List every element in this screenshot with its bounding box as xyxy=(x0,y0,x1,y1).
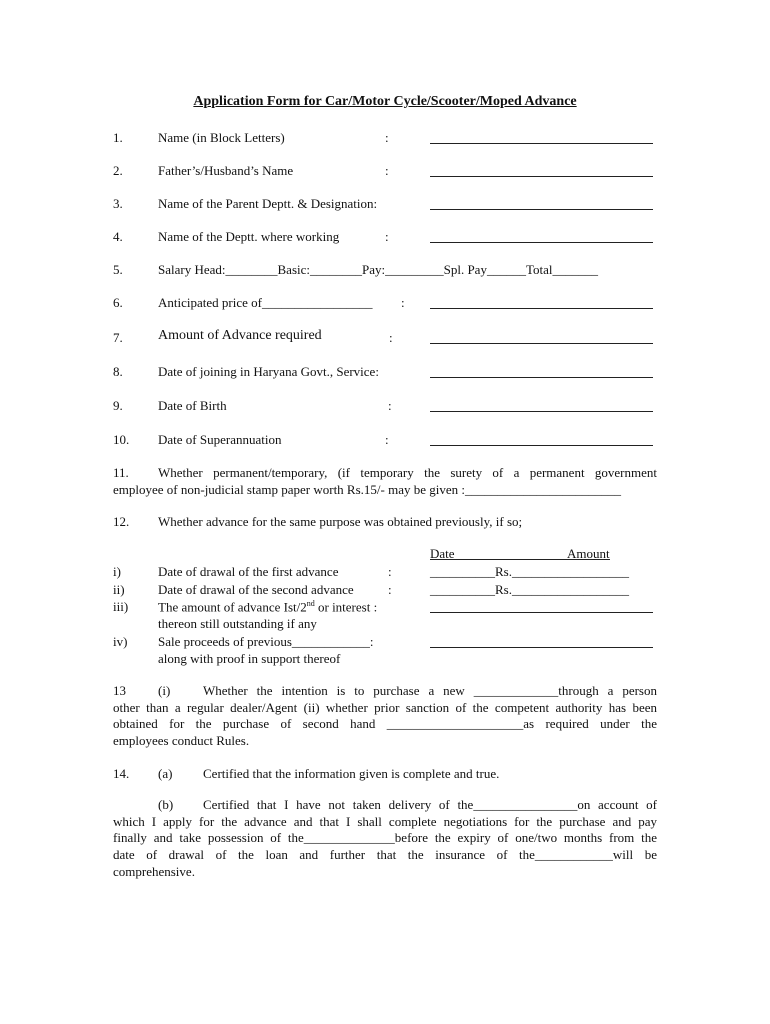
sub-item-number: i) xyxy=(113,564,121,579)
sub-item-number: iii) xyxy=(113,599,129,614)
item-number: 3. xyxy=(113,196,123,211)
item-number: 6. xyxy=(113,295,123,310)
field-label-date-birth: Date of Birth xyxy=(158,398,227,413)
item-number: 8. xyxy=(113,364,123,379)
field-label-date-joining: Date of joining in Haryana Govt., Service: xyxy=(158,364,379,379)
field-label-deptt-working: Name of the Deptt. where working xyxy=(158,229,340,244)
salary-line[interactable]: Salary Head:________Basic:________Pay:_________Spl. Pay______Total_______ xyxy=(158,262,598,277)
item-number: 12. xyxy=(113,514,130,529)
label-text: or interest : xyxy=(314,599,378,615)
sale-proceeds-label[interactable]: Sale proceeds of previous____________: xyxy=(158,634,374,649)
outstanding-advance-field[interactable] xyxy=(430,601,653,613)
date-birth-field[interactable] xyxy=(430,400,653,412)
item13-line3[interactable]: obtained for the purchase of second hand _____________________as required under the xyxy=(113,716,657,731)
superscript: nd xyxy=(306,599,315,608)
field-label-date-superannuation: Date of Superannuation xyxy=(158,432,282,447)
father-name-field[interactable] xyxy=(430,165,653,177)
colon: : xyxy=(388,398,392,413)
sub-item-number: ii) xyxy=(113,582,125,597)
outstanding-advance-label xyxy=(158,599,377,615)
advance-amount-field[interactable] xyxy=(430,332,653,344)
outstanding-advance-label-cont: thereon still outstanding if any xyxy=(158,616,317,631)
field-label-advance-amount: Amount of Advance required xyxy=(158,328,322,343)
item11-line1: Whether permanent/temporary, (if temporary the surety of a permanent government xyxy=(158,465,657,480)
colon: : xyxy=(388,564,392,579)
item-number: 1. xyxy=(113,130,123,145)
first-advance-label: Date of drawal of the first advance xyxy=(158,564,339,579)
item14-b: (b) xyxy=(158,797,174,812)
item13-line4: employees conduct Rules. xyxy=(113,733,250,748)
colon: : xyxy=(385,130,389,145)
date-superannuation-field[interactable] xyxy=(430,434,653,446)
item13-sub: (i) xyxy=(158,683,171,698)
item11-line2[interactable]: employee of non-judicial stamp paper worth Rs.15/- may be given :________________________ xyxy=(113,482,621,497)
field-label-anticipated-price: Anticipated price of_________________ xyxy=(158,295,373,310)
colon: : xyxy=(389,330,393,345)
item-number: 7. xyxy=(113,330,123,345)
item14-b-line5: comprehensive. xyxy=(113,864,195,879)
item-number: 13 xyxy=(113,683,126,698)
colon: : xyxy=(385,432,389,447)
field-label-parent-deptt: Name of the Parent Deptt. & Designation: xyxy=(158,196,378,211)
colon: : xyxy=(388,582,392,597)
item13-line2: other than a regular dealer/Agent (ii) whether prior sanction of the competent authority has been xyxy=(113,700,657,715)
colon: : xyxy=(385,163,389,178)
item14-b-line1[interactable]: Certified that I have not taken delivery of the________________on account of xyxy=(203,797,657,812)
item12-question: Whether advance for the same purpose was obtained previously, if so; xyxy=(158,514,523,529)
item-number: 11. xyxy=(113,465,129,480)
field-label-father-name: Father’s/Husband’s Name xyxy=(158,163,294,178)
item-number: 10. xyxy=(113,432,130,447)
label-text: The amount of advance Ist/2 xyxy=(158,599,307,615)
deptt-working-field[interactable] xyxy=(430,231,653,243)
item14-a-text: Certified that the information given is complete and true. xyxy=(203,766,500,781)
item14-b-line4[interactable]: date of drawal of the loan and further that the insurance of the____________will be xyxy=(113,847,657,862)
sub-item-number: iv) xyxy=(113,634,128,649)
anticipated-price-field[interactable] xyxy=(430,297,653,309)
item-number: 14. xyxy=(113,766,130,781)
second-advance-field[interactable]: __________Rs.__________________ xyxy=(430,582,629,597)
colon: : xyxy=(385,229,389,244)
item-number: 2. xyxy=(113,163,123,178)
date-column-header: Date xyxy=(430,546,455,561)
item-number: 4. xyxy=(113,229,123,244)
name-field[interactable] xyxy=(430,132,653,144)
amount-column-header: Amount xyxy=(567,546,610,561)
date-joining-field[interactable] xyxy=(430,366,653,378)
item14-b-line3[interactable]: finally and take possession of the______________before the expiry of one/two months from the xyxy=(113,830,657,845)
item-number: 5. xyxy=(113,262,123,277)
item-number: 9. xyxy=(113,398,123,413)
colon: : xyxy=(401,295,405,310)
second-advance-label: Date of drawal of the second advance xyxy=(158,582,354,597)
sale-proceeds-label-cont: along with proof in support thereof xyxy=(158,651,341,666)
item14-a: (a) xyxy=(158,766,173,781)
item13-line1[interactable]: Whether the intention is to purchase a new _____________through a person xyxy=(203,683,657,698)
item14-b-line2: which I apply for the advance and that I shall complete negotiations for the purchase and pay xyxy=(113,814,657,829)
sale-proceeds-field[interactable] xyxy=(430,636,653,648)
first-advance-field[interactable]: __________Rs.__________________ xyxy=(430,564,629,579)
form-title: Application Form for Car/Motor Cycle/Scooter/Moped Advance xyxy=(193,94,577,109)
field-label-name: Name (in Block Letters) xyxy=(158,130,285,145)
parent-deptt-field[interactable] xyxy=(430,198,653,210)
